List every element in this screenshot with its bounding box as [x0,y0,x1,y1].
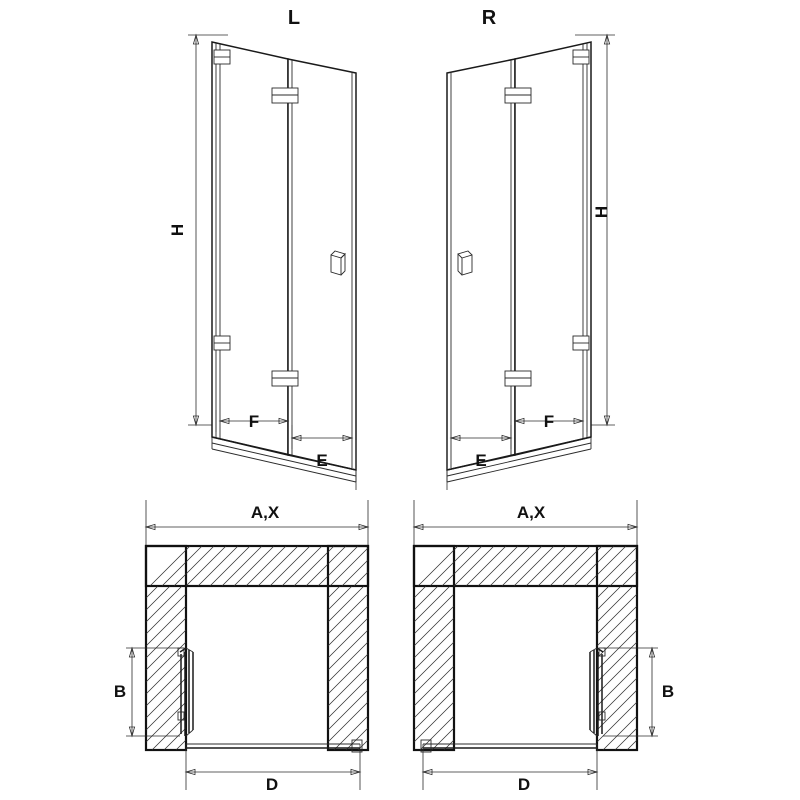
height-label-left: H [168,223,187,237]
width-label-ax-left: A,X [250,503,280,522]
depth-label-b-left: B [113,682,127,701]
opening-label-d-right: D [517,775,531,794]
plan-right-group [414,500,674,794]
plan-left-group [114,500,368,794]
handing-label-left: L [287,7,301,29]
height-label-right: H [592,205,611,219]
depth-label-b-right: B [661,682,675,701]
panel-label-e-left: E [316,451,328,470]
opening-label-d-left: D [265,775,279,794]
dimension-d-left [186,744,360,794]
handing-label-right: R [481,7,497,29]
panel-label-f-right: F [543,412,555,431]
dimension-b-right [603,648,674,736]
door-leaves-plan-right [421,648,605,752]
dimension-d-right [423,744,597,794]
dimension-ax-right [414,500,637,546]
elevation-left-group [168,7,356,490]
panel-label-e-right: E [475,451,487,470]
elevation-right-group [447,7,615,490]
dimension-ax-left [146,500,368,546]
panel-label-f-left: F [248,412,260,431]
width-label-ax-right: A,X [516,503,546,522]
